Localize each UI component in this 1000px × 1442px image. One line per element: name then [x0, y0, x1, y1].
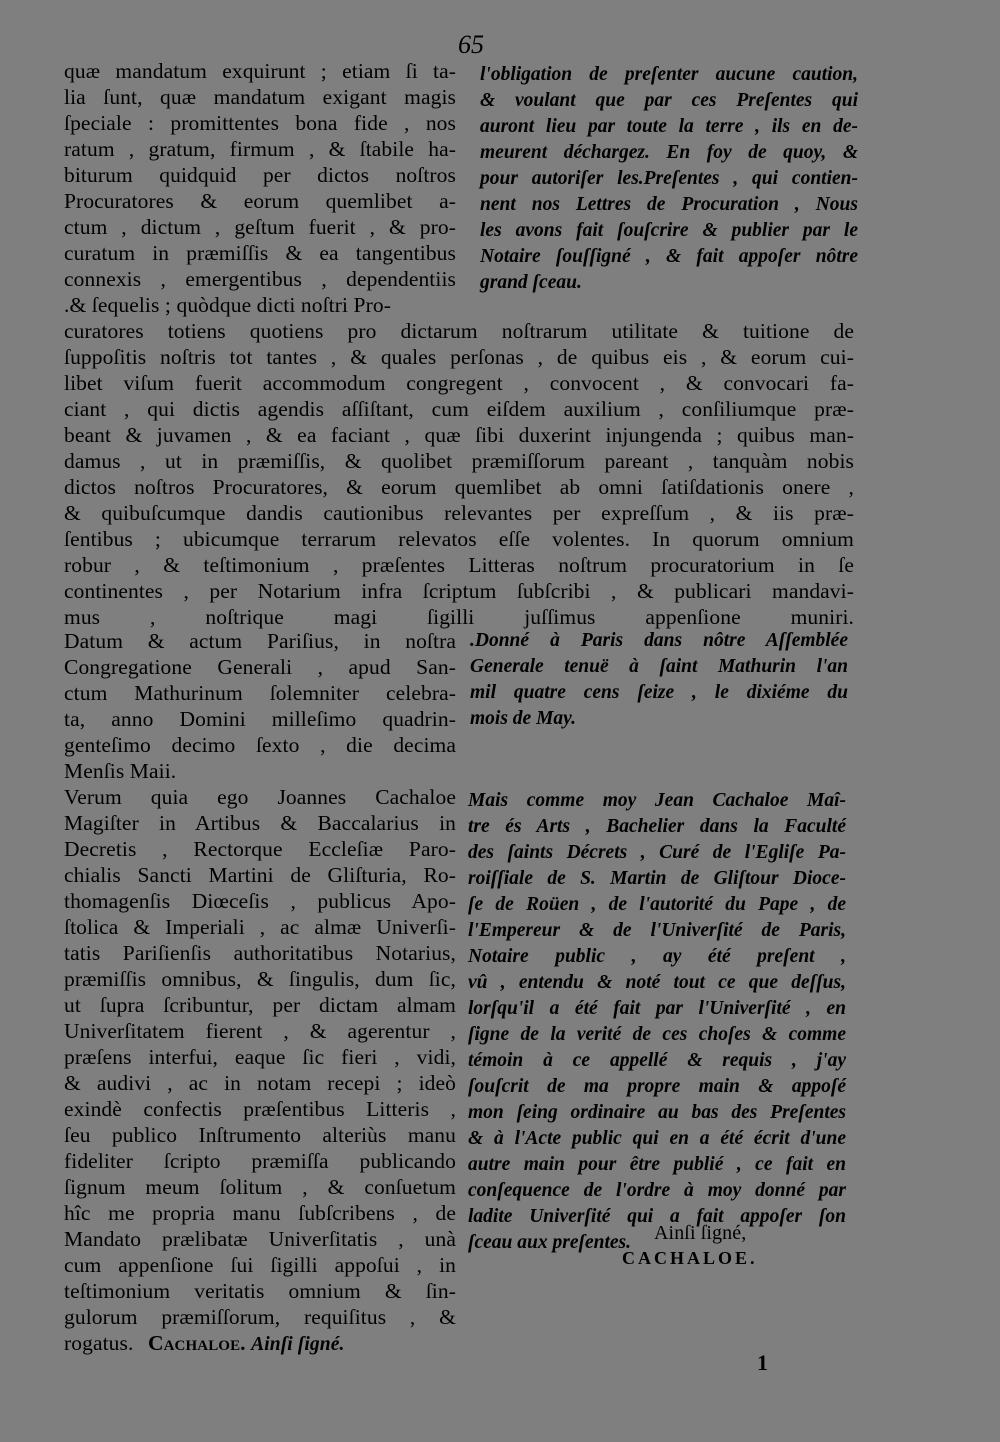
- text-line: Notaire public , ay été preſent ,: [468, 946, 846, 967]
- text-line: biturum quidquid per dictos noſtros: [64, 163, 456, 187]
- text-line: ſceau aux preſentes.: [468, 1232, 632, 1253]
- text-line: Mais comme moy Jean Cachaloe Maî-: [468, 790, 846, 811]
- text-line: auront lieu par toute la terre , ils en de-: [480, 116, 858, 137]
- text-line: ſigne de la verité de ces choſes & comme: [468, 1024, 846, 1045]
- text-line: Univerſitatem fierent , & agerentur ,: [64, 1019, 456, 1043]
- french-donne-paragraph: [470, 628, 848, 732]
- text-line: genteſimo decimo ſexto , die decima: [64, 733, 456, 757]
- text-line: mil quatre cens ſeize , le dixiéme du: [470, 682, 848, 703]
- text-line: Datum & actum Pariſius, in noſtra: [64, 629, 456, 653]
- latin-full-width-paragraph: [64, 318, 854, 630]
- text-line: ta, anno Domini milleſimo quadrin-: [64, 707, 456, 731]
- latin-column-top: [64, 58, 456, 318]
- text-line: grand ſceau.: [480, 272, 582, 293]
- page-number: 65: [458, 30, 484, 59]
- text-line: ut ſupra ſcribuntur, per dictam almam: [64, 993, 456, 1017]
- text-line: meurent déchargez. En foy de quoy, &: [480, 142, 858, 163]
- text-line: Generale tenuë à ſaint Mathurin l'an: [470, 656, 848, 677]
- text-line: conſequence de l'ordre à moy donné par: [468, 1180, 846, 1201]
- text-line: thomagenſis Diœceſis , publicus Apo-: [64, 889, 456, 913]
- text-line: præſens interfui, eaque ſic fieri , vidi,: [64, 1045, 456, 1069]
- latin-verum-paragraph: [64, 784, 456, 1356]
- text-line: Procuratores & eorum quemlibet a-: [64, 189, 456, 213]
- text-line: hîc me propria manu ſubſcribens , de: [64, 1201, 456, 1225]
- text-line: lia ſunt, quæ mandatum exigant magis: [64, 85, 456, 109]
- text-line: tatis Pariſienſis authoritatibus Notarius,: [64, 941, 456, 965]
- text-line: quæ mandatum exquirunt ; etiam ſi ta-: [64, 59, 456, 83]
- text-line: lorſqu'il a été fait par l'Univerſité , en: [468, 998, 846, 1019]
- text-line: exindè confectis præſentibus Litteris ,: [64, 1097, 456, 1121]
- text-line: ſtolica & Imperiali , ac almæ Univerſi-: [64, 915, 456, 939]
- text-line: & à l'Acte public qui en a été écrit d'une: [468, 1128, 846, 1149]
- text-line: præmiſſis omnibus, & ſingulis, dum ſic,: [64, 967, 456, 991]
- text-line: & quibuſcumque dandis cautionibus relevantes per expreſſum , & iis præ-: [64, 501, 854, 525]
- text-line: mus , noſtrique magi ſigilli juſſimus appenſione muniri.: [64, 605, 854, 629]
- text-line: mois de May.: [470, 708, 576, 729]
- latin-datum-paragraph: [64, 628, 456, 784]
- latin-signature-line: [148, 1330, 344, 1358]
- text-line: ſentibus ; ubicumque terrarum relevatos eſſe volentes. In quorum omnium: [64, 527, 854, 551]
- french-mais-paragraph: [468, 788, 846, 1256]
- text-line: ſuppoſitis noſtris tot tantes , & quales perſonas , de quibus eis , & eorum cui-: [64, 345, 854, 369]
- text-line: .& ſequelis ; quòdque dicti noſtri Pro-: [64, 293, 391, 317]
- text-line: l'Empereur & de l'Univerſité de Paris,: [468, 920, 846, 941]
- text-line: Decretis , Rectorque Eccleſiæ Paro-: [64, 837, 456, 861]
- text-line: Congregatione Generali , apud San-: [64, 655, 456, 679]
- text-line: nent nos Lettres de Procuration , Nous: [480, 194, 858, 215]
- text-line: ſpeciale : promittentes bona fide , nos: [64, 111, 456, 135]
- text-line: autre main pour être publié , ce fait en: [468, 1154, 846, 1175]
- text-line: .Donné à Paris dans nôtre Aſſemblée: [470, 630, 848, 651]
- french-signature: CACHALOE.: [622, 1248, 758, 1268]
- french-mais-tail: Ainſi ſigné,: [654, 1222, 747, 1244]
- text-line: gulorum præmiſſorum, requiſitus , &: [64, 1305, 456, 1329]
- text-line: chialis Sancti Martini de Gliſturia, Ro-: [64, 863, 456, 887]
- text-line: Magiſter in Artibus & Baccalarius in: [64, 811, 456, 835]
- text-line: ctum , dictum , geſtum fuerit , & pro-: [64, 215, 456, 239]
- text-line: damus , ut in præmiſſis, & quolibet præmiſſorum pareant , tanquàm nobis: [64, 449, 854, 473]
- text-line: ſe de Roüen , de l'autorité du Pape , de: [468, 894, 846, 915]
- corner-mark: 1: [757, 1350, 768, 1375]
- text-line: l'obligation de preſenter aucune caution,: [480, 64, 858, 85]
- text-line: les avons fait ſouſcrire & publier par le: [480, 220, 858, 241]
- text-line: ſouſcrit de ma propre main & appoſé: [468, 1076, 846, 1097]
- text-line: curatores totiens quotiens pro dictarum noſtrarum utilitate & tuitione de: [64, 319, 854, 343]
- text-line: & voulant que par ces Preſentes qui: [480, 90, 858, 111]
- text-line: rogatus.: [64, 1331, 134, 1355]
- text-line: beant & juvamen , & ea faciant , quæ ſibi duxerint injungenda ; quibus man-: [64, 423, 854, 447]
- text-line: connexis , emergentibus , dependentiis: [64, 267, 456, 291]
- text-line: robur , & teſtimonium , præſentes Litteras noſtrum procuratorium in ſe: [64, 553, 854, 577]
- text-line: teſtimonium veritatis omnium & ſin-: [64, 1279, 456, 1303]
- text-line: fideliter ſcripto præmiſſa publicando: [64, 1149, 456, 1173]
- text-line: cum appenſione ſui ſigilli appoſui , in: [64, 1253, 456, 1277]
- text-line: Verum quia ego Joannes Cachaloe: [64, 785, 456, 809]
- text-line: tre és Arts , Bachelier dans la Faculté: [468, 816, 846, 837]
- text-line: pour autoriſer les.Preſentes , qui contien-: [480, 168, 858, 189]
- text-line: témoin à ce appellé & requis , j'ay: [468, 1050, 846, 1071]
- text-line: Mandato prælibatæ Univerſitatis , unà: [64, 1227, 456, 1251]
- text-line: ladite Univerſité qui a fait appoſer ſon: [468, 1206, 846, 1227]
- text-line: mon ſeing ordinaire au bas des Preſentes: [468, 1102, 846, 1123]
- text-line: Notaire ſouſſigné , & fait appoſer nôtre: [480, 246, 858, 267]
- french-column-top: [480, 62, 858, 296]
- latin-signature-name: Cachaloe.: [148, 1331, 246, 1355]
- text-line: & audivi , ac in notam recepi ; ideò: [64, 1071, 456, 1095]
- text-line: des ſaints Décrets , Curé de l'Egliſe Pa-: [468, 842, 846, 863]
- text-line: vû , entendu & noté tout ce que deſſus,: [468, 972, 846, 993]
- text-line: ciant , qui dictis agendis aſſiſtant, cum eiſdem auxilium , conſiliumque præ-: [64, 397, 854, 421]
- text-line: ſeu publico Inſtrumento alteriùs manu: [64, 1123, 456, 1147]
- latin-signature-note: Ainſi ſigné.: [251, 1334, 345, 1355]
- text-line: libet viſum fuerit accommodum congregent , convocent , & convocari fa-: [64, 371, 854, 395]
- text-line: dictos noſtros Procuratores, & eorum quemlibet ab omni ſatiſdationis onere ,: [64, 475, 854, 499]
- text-line: ratum , gratum, firmum , & ſtabile ha-: [64, 137, 456, 161]
- text-line: roiſſiale de S. Martin de Gliſtour Dioce-: [468, 868, 846, 889]
- text-line: ctum Mathurinum ſolemniter celebra-: [64, 681, 456, 705]
- text-line: curatum in præmiſſis & ea tangentibus: [64, 241, 456, 265]
- text-line: Menſis Maii.: [64, 759, 177, 783]
- text-line: ſignum meum ſolitum , & conſuetum: [64, 1175, 456, 1199]
- text-line: continentes , per Notarium infra ſcriptum ſubſcribi , & publicari mandavi-: [64, 579, 854, 603]
